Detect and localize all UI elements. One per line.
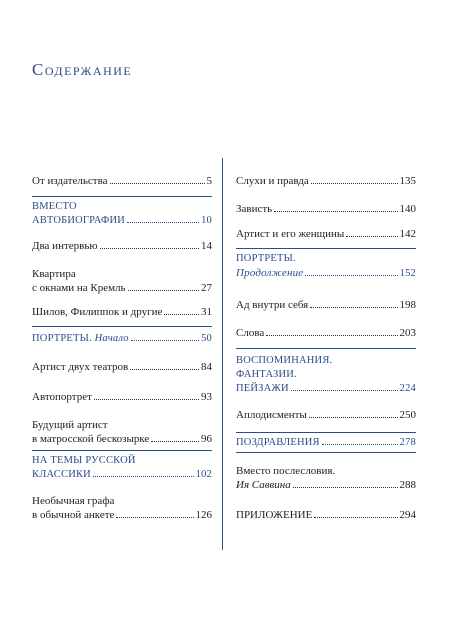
toc-page-number: 84 [201, 361, 212, 373]
toc-entry-hell-inside[interactable] [236, 298, 416, 312]
toc-entry-title: ПРИЛОЖЕНИЕ [236, 509, 313, 521]
leader-dots [164, 314, 199, 315]
toc-page-number: 198 [399, 299, 416, 311]
toc-entry-title: Артист двух театров [32, 361, 129, 373]
toc-entry-title-line: ВОСПОМИНАНИЯ. [236, 355, 333, 366]
toc-entry-title: От издательства [32, 175, 108, 187]
leader-dots [94, 399, 199, 400]
toc-page-number: 140 [399, 203, 416, 215]
toc-page-number: 278 [399, 437, 416, 448]
toc-page-number: 135 [399, 175, 416, 187]
leader-dots [110, 183, 205, 184]
leader-dots [305, 275, 397, 276]
leader-dots [266, 335, 397, 336]
toc-page-number: 14 [201, 240, 212, 252]
toc-entry-artist-women[interactable] [236, 227, 416, 241]
toc-entry-title: ПОРТРЕТЫ. [32, 333, 92, 344]
toc-entry-publisher[interactable] [32, 174, 212, 188]
toc-entry-self-portrait[interactable] [32, 390, 212, 404]
toc-entry-title-line: ВМЕСТО [32, 201, 77, 212]
toc-entry-title: Аплодисменты [236, 409, 307, 421]
toc-entry-title-line: в матросской бескозырке [32, 433, 150, 445]
toc-entry-apartment[interactable] [32, 267, 212, 295]
toc-entry-title: Слова [236, 327, 265, 339]
toc-page-number: 102 [195, 469, 212, 480]
toc-section-portraits-beginning[interactable] [32, 332, 212, 346]
page-title: Содержание [32, 60, 133, 79]
toc-page-number: 224 [399, 383, 416, 394]
toc-page-number: 5 [206, 175, 212, 187]
leader-dots [274, 211, 397, 212]
toc-page-number: 27 [201, 282, 212, 294]
toc-entry-title: Слухи и правда [236, 175, 309, 187]
toc-entry-title: Шилов, Филиппок и другие [32, 306, 163, 318]
leader-dots [93, 476, 194, 477]
toc-entry-title: Два интервью [32, 240, 98, 252]
toc-entry-subtitle: Начало [94, 333, 129, 344]
section-rule [32, 196, 212, 197]
toc-page-number: 294 [399, 509, 416, 521]
toc-section-portraits-continued[interactable] [236, 252, 416, 281]
toc-section-congratulations[interactable] [236, 436, 416, 450]
toc-entry-author: Ия Саввина [236, 479, 291, 491]
toc-entry-rumors[interactable] [236, 174, 416, 188]
toc-page-number: 203 [399, 327, 416, 339]
toc-entry-unusual-field[interactable] [32, 494, 212, 522]
leader-dots [314, 517, 397, 518]
section-rule [236, 348, 416, 349]
section-rule [32, 326, 212, 327]
toc-entry-two-theatres[interactable] [32, 360, 212, 374]
toc-entry-shilov[interactable] [32, 305, 212, 319]
toc-page-number: 50 [201, 333, 212, 344]
toc-entry-title-line: Вместо послесловия. [236, 465, 336, 477]
toc-entry-title-line: НА ТЕМЫ РУССКОЙ [32, 455, 136, 466]
toc-entry-words[interactable] [236, 326, 416, 340]
leader-dots [151, 441, 199, 442]
toc-entry-appendix[interactable] [236, 508, 416, 522]
toc-page-number: 152 [399, 268, 416, 279]
toc-entry-title: ПОЗДРАВЛЕНИЯ [236, 437, 320, 448]
toc-entry-future-artist[interactable] [32, 418, 212, 446]
leader-dots [309, 417, 398, 418]
toc-entry-title-line: в обычной анкете [32, 509, 115, 521]
section-rule [236, 452, 416, 453]
toc-entry-title: Зависть [236, 203, 273, 215]
toc-entry-two-interviews[interactable] [32, 239, 212, 253]
toc-section-russian-classics[interactable] [32, 454, 212, 482]
leader-dots [322, 444, 398, 445]
column-divider [222, 158, 223, 550]
leader-dots [293, 487, 398, 488]
toc-entry-title-line: ПЕЙЗАЖИ [236, 383, 289, 394]
leader-dots [127, 222, 199, 223]
toc-page-number: 250 [399, 409, 416, 421]
section-rule [236, 248, 416, 249]
toc-section-memories[interactable] [236, 354, 416, 396]
toc-section-instead-of-autobiography[interactable] [32, 200, 212, 228]
toc-entry-title-line: КЛАССИКИ [32, 469, 91, 480]
leader-dots [100, 248, 199, 249]
toc-page-number: 288 [399, 479, 416, 491]
toc-page-number: 10 [201, 215, 212, 226]
leader-dots [128, 290, 199, 291]
toc-entry-title-line: с окнами на Кремль [32, 282, 126, 294]
leader-dots [346, 236, 397, 237]
toc-page-number: 142 [399, 228, 416, 240]
toc-entry-title-line: Необычная графа [32, 495, 115, 507]
toc-entry-subtitle: Продолжение [236, 267, 304, 279]
leader-dots [130, 369, 199, 370]
leader-dots [116, 517, 193, 518]
toc-entry-title: Артист и его женщины [236, 228, 345, 240]
section-rule [32, 450, 212, 451]
toc-entry-title: Ад внутри себя [236, 299, 309, 311]
toc-page-number: 126 [195, 509, 212, 521]
section-rule [236, 432, 416, 433]
toc-entry-afterword[interactable] [236, 464, 416, 492]
toc-entry-title: Автопортрет [32, 391, 92, 403]
toc-entry-title-line: АВТОБИОГРАФИИ [32, 215, 126, 226]
toc-entry-title-line: Будущий артист [32, 419, 108, 431]
leader-dots [310, 307, 397, 308]
toc-page-number: 31 [201, 306, 212, 318]
toc-entry-title-line: ФАНТАЗИИ. [236, 369, 297, 380]
toc-page-number: 96 [201, 433, 212, 445]
toc-page-number: 93 [201, 391, 212, 403]
toc-entry-title-line: Квартира [32, 268, 76, 280]
toc-entry-title-line: ПОРТРЕТЫ. [236, 253, 296, 264]
leader-dots [131, 340, 199, 341]
leader-dots [311, 183, 398, 184]
leader-dots [291, 390, 398, 391]
toc-entry-envy[interactable] [236, 202, 416, 216]
toc-entry-applause[interactable] [236, 408, 416, 422]
